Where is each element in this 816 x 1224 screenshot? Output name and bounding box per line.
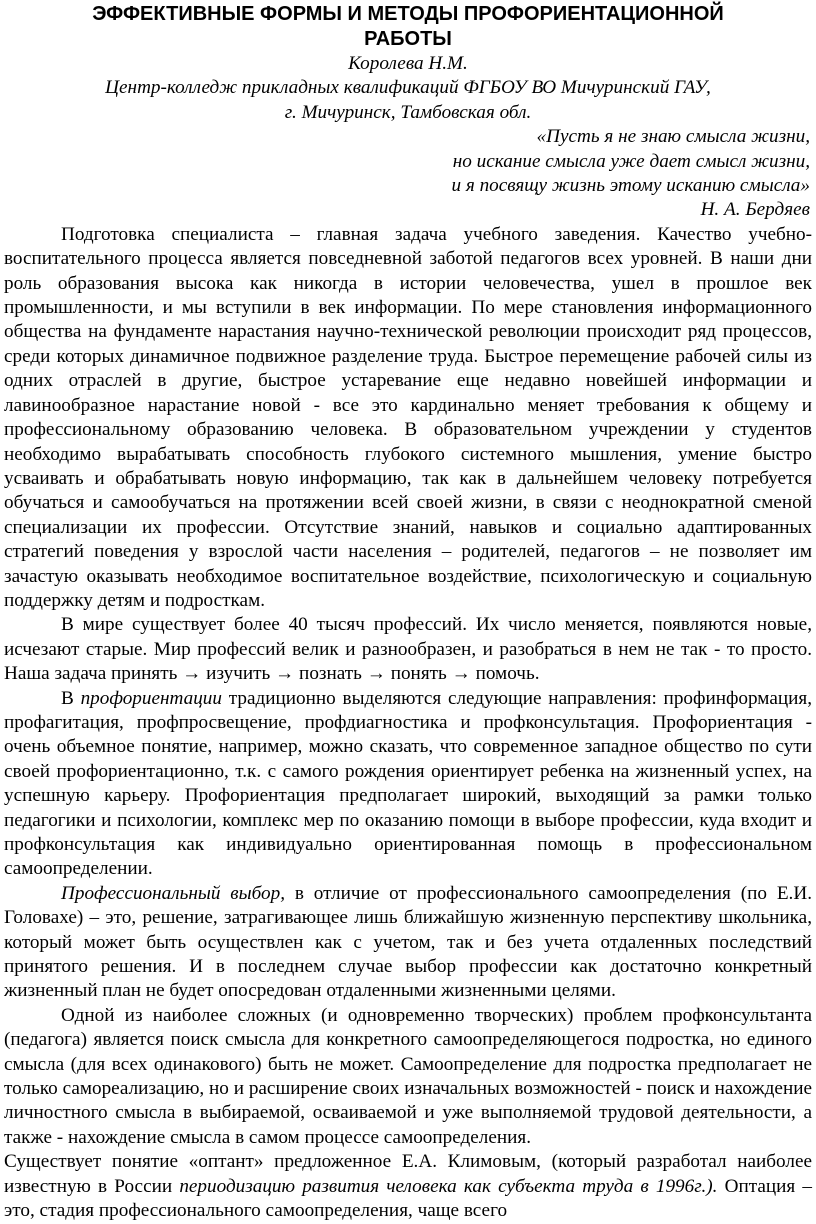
epigraph-author: Н. А. Бердяев xyxy=(700,199,810,221)
paragraph-4 xyxy=(4,882,812,1004)
affiliation-line-1: Центр-колледж прикладных квалификаций ФГБОУ ВО Мичуринский ГАУ, xyxy=(105,77,711,99)
paragraph-5: Одной из наиболее сложных (и одновременно творческих) проблем профконсультанта (педагога) является поиск смысла для конкретного самоопределяющегося подростка, но единого смысла (для всех одинакового) быть не может. Самоопределение для подростка предполагает не только самореализацию, но и расширение своих изначальных возможностей - поиск и нахождение личностного смысла в выбираемой, осваиваемой и уже выполняемой трудовой деятельности, а также - нахождение смысла в самом процессе самоопределения. xyxy=(4,1004,812,1148)
paragraph-6-start: Существует понятие «оптант» предложенное Е.А. Климовым, (который разработал наиболее известную в России xyxy=(4,1151,812,1197)
title-line-2: РАБОТЫ xyxy=(364,28,452,50)
paragraph-6-rest: Оптация – это, стадия профессионального самоопределения, чаще всего xyxy=(4,1175,812,1222)
author-name: Королева Н.М. xyxy=(348,53,468,74)
epigraph-line-3: и я посвящу жизнь этому исканию смысла» xyxy=(451,175,810,197)
paragraph-3-start: В xyxy=(61,687,74,709)
paragraph-2: В мире существует более 40 тысяч профессий. Их число меняется, появляются новые, исчезают старые. Мир профессий велик и разнообразен, и разобраться в нем не так - то просто. Наша задача принять → изучить → познать → понять → помочь. xyxy=(4,614,812,685)
page-title xyxy=(4,2,812,52)
paragraph-3-emphasis: профориентации xyxy=(80,687,222,709)
paragraph-6-emphasis: периодизацию развития человека как субъекта труда в 1996г.). xyxy=(179,1175,718,1197)
paragraph-4-emphasis: Профессиональный выбор, xyxy=(61,882,286,904)
paragraph-3 xyxy=(4,687,812,882)
paragraph-1: Подготовка специалиста – главная задача учебного заведения. Качество учебно-воспитательного процесса является повседневной заботой педагогов всех уровней. В наши дни роль образования высока как никогда в истории человечества, ушел в прошлое век промышленности, и мы вступили в век информации. По мере становления информационного общества на фундаменте нарастания научно-технической революции происходит ряд процессов, среди которых динамичное подвижное разделение труда. Быстрое перемещение рабочей силы из одних отраслей в другие, быстрое устаревание еще недавно новейшей информации и лавинообразное нарастание новой - все это кардинально меняет требования к общему и профессиональному образованию человека. В образовательном учреждении у студентов необходимо вырабатывать способность глубокого системного мышления, умение быстро усваивать и обрабатывать новую информацию, так как в дальнейшем человеку потребуется обучаться и самообучаться на протяжении всей своей жизни, в связи с неоднократной сменой специализации их профессии. Отсутствие знаний, навыков и социально адаптированных стратегий поведения у взрослой части населения – родителей, педагогов – не позволяет им зачастую оказывать необходимое воспитательное воздействие, психологическую и социальную поддержку детям и подросткам. xyxy=(4,223,812,611)
paragraph-3-rest: традиционно выделяются следующие направления: профинформация, профагитация, профпросвещение, профдиагностика и профконсультация. Профориентация - очень объемное понятие, например, можно сказать, что современное западное общество по сути своей профориентационно, т.к. с самого рождения ориентирует ребенка на жизненный успех, на успешную карьеру. Профориентация предполагает широкий, выходящий за рамки только педагогики и психологии, комплекс мер по оказанию помощи в выборе профессии, куда входит и профконсультация как индивидуально ориентированная помощь в профессиональном самоопределении. xyxy=(4,687,812,880)
paragraph-6 xyxy=(4,1150,812,1223)
epigraph xyxy=(4,125,812,223)
epigraph-line-2: но искание смысла уже дает смысл жизни, xyxy=(452,150,810,172)
epigraph-line-1: «Пусть я не знаю смысла жизни, xyxy=(536,126,810,148)
title-line-1: ЭФФЕКТИВНЫЕ ФОРМЫ И МЕТОДЫ ПРОФОРИЕНТАЦИОННОЙ xyxy=(92,3,724,25)
paragraph-4-rest: в отличие от профессионального самоопределения (по Е.И. Головахе) – это, решение, затрагивающее лишь ближайшую жизненную перспективу школьника, который может быть осуществлен как с учетом, так и без учета отдаленных последствий принятого решения. И в последнем случае выбор профессии как достаточно конкретный жизненный план не будет опосредован отдаленными жизненными целями. xyxy=(4,882,812,1002)
affiliation-line-2: г. Мичуринск, Тамбовская обл. xyxy=(284,101,532,123)
